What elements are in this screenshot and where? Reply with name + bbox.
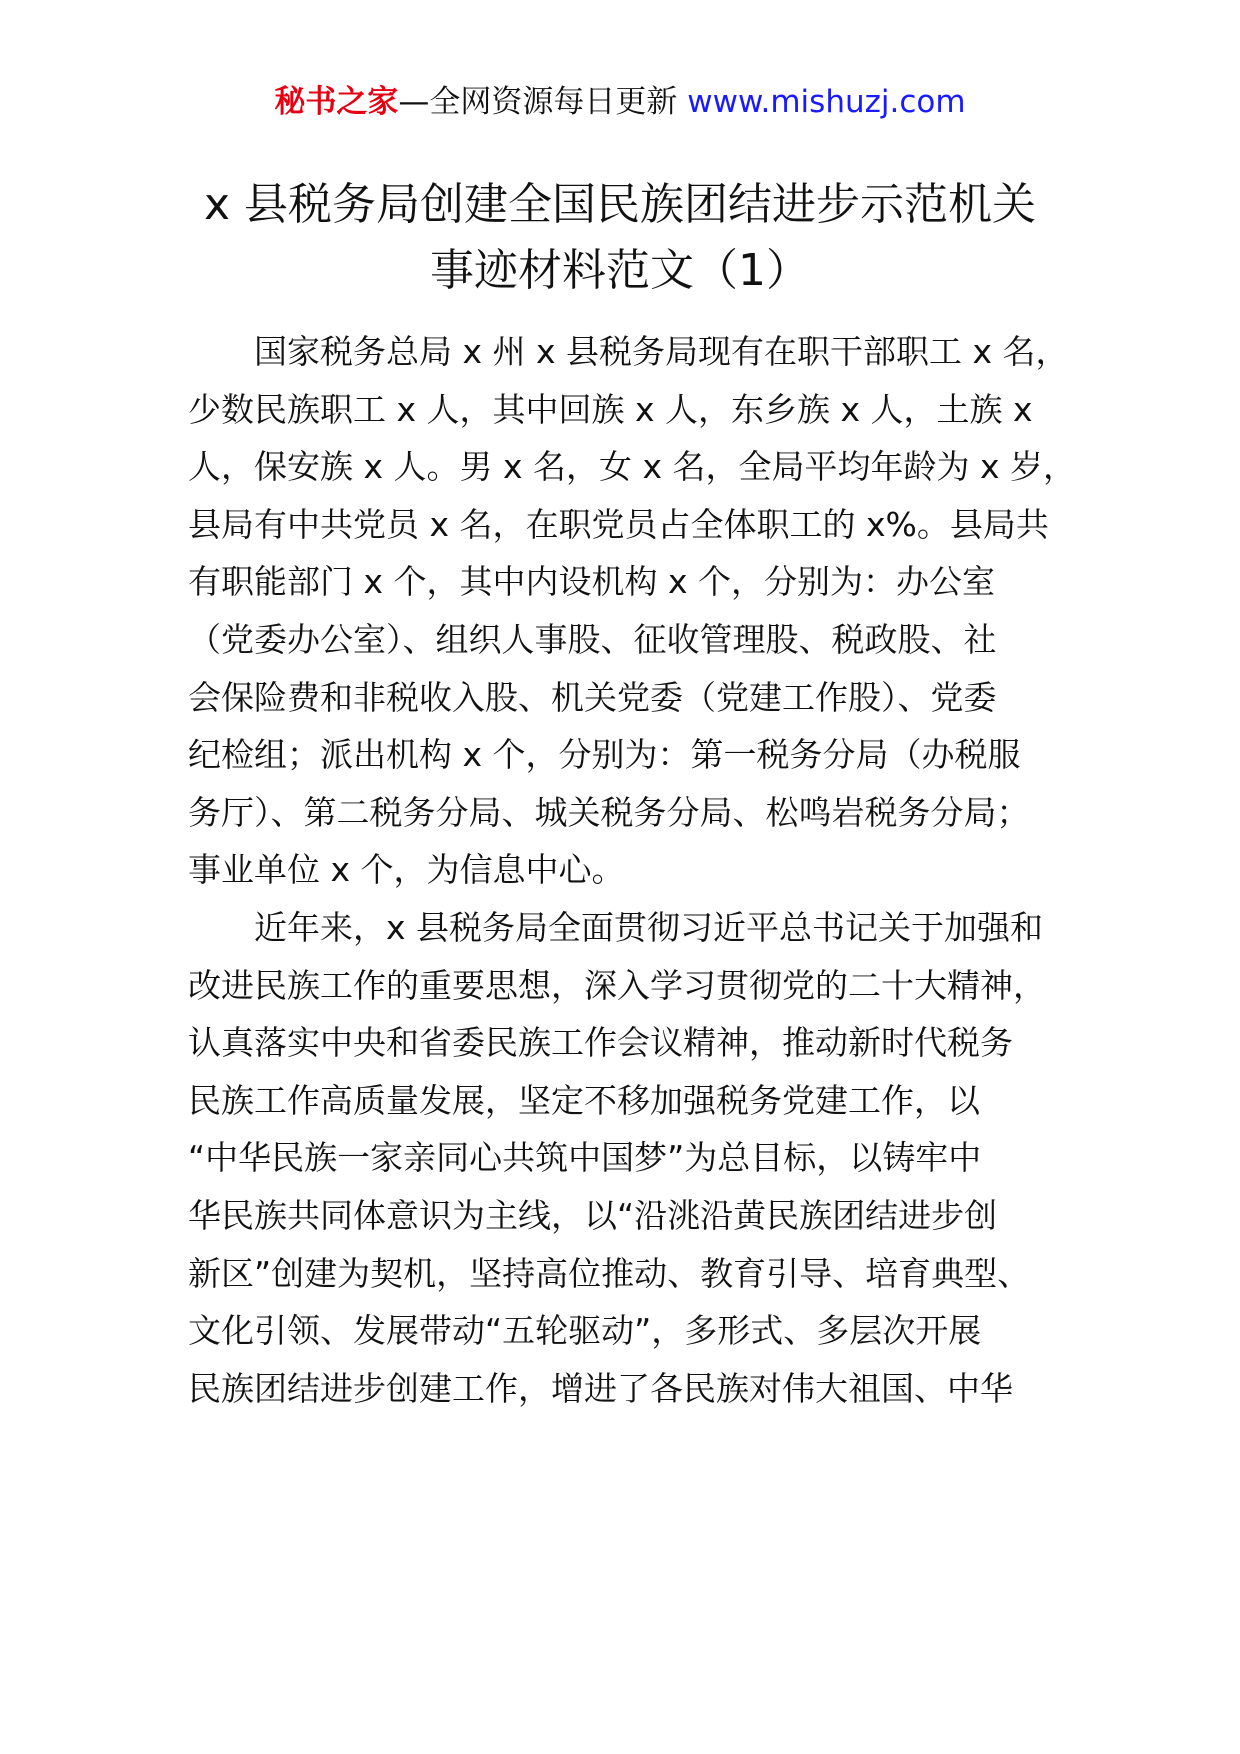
text-line: 有职能部门 x 个，其中内设机构 x 个，分别为：办公室 (188, 562, 996, 602)
document-title (160, 172, 1080, 304)
paragraph-2 (188, 899, 1053, 1417)
text-line: 人，保安族 x 人。男 x 名，女 x 名，全局平均年龄为 x 岁， (188, 447, 1077, 487)
text-line: 纪检组；派出机构 x 个，分别为：第一税务分局（办税服 (188, 735, 1021, 775)
site-header (0, 82, 1240, 122)
text-line: 认真落实中央和省委民族工作会议精神，推动新时代税务 (188, 1023, 1013, 1063)
document-body (188, 323, 1077, 1417)
text-line: 近年来，x 县税务局全面贯彻习近平总书记关于加强和 (254, 907, 1044, 947)
brand-name: 秘书之家 (274, 84, 399, 120)
text-line: 华民族共同体意识为主线，以“沿洮沿黄民族团结进步创 (188, 1195, 998, 1235)
text-line: “中华民族一家亲同心共筑中国梦”为总目标，以铸牢中 (188, 1138, 982, 1178)
text-line: 改进民族工作的重要思想，深入学习贯彻党的二十大精神， (188, 965, 1046, 1005)
site-url[interactable]: www.mishuzj.com (687, 84, 966, 120)
text-line: 事业单位 x 个，为信息中心。 (188, 850, 625, 890)
text-line: （党委办公室）、组织人事股、征收管理股、税政股、社 (188, 619, 997, 659)
title-line-2: 事迹材料范文（1） (430, 245, 810, 296)
text-line: 少数民族职工 x 人，其中回族 x 人，东乡族 x 人，土族 x (188, 389, 1033, 429)
text-line: 会保险费和非税收入股、机关党委（党建工作股）、党委 (188, 677, 997, 717)
header-slogan: —全网资源每日更新 (398, 84, 678, 120)
text-line: 民族团结进步创建工作，增进了各民族对伟大祖国、中华 (188, 1368, 1013, 1408)
text-line: 文化引领、发展带动“五轮驱动”，多形式、多层次开展 (188, 1311, 982, 1351)
paragraph-1 (188, 323, 1077, 899)
text-line: 国家税务总局 x 州 x 县税务局现有在职干部职工 x 名， (254, 332, 1069, 371)
text-line: 民族工作高质量发展，坚定不移加强税务党建工作，以 (188, 1080, 980, 1120)
text-line: 务厅）、第二税务分局、城关税务分局、松鸣岩税务分局； (188, 792, 1030, 832)
text-line: 县局有中共党员 x 名，在职党员占全体职工的 x%。县局共 (188, 504, 1049, 544)
title-line-1: x 县税务局创建全国民族团结进步示范机关 (203, 179, 1037, 230)
text-line: 新区”创建为契机，坚持高位推动、教育引导、培育典型、 (188, 1253, 1031, 1293)
